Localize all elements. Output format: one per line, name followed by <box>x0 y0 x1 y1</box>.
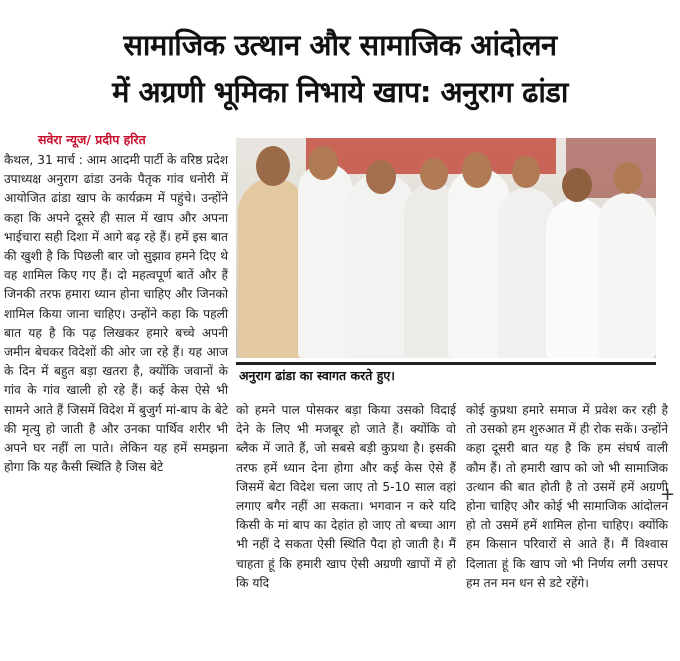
headline-line-1: सामाजिक उत्थान और सामाजिक आंदोलन <box>123 28 557 62</box>
article-text-2: को हमने पाल पोसकर बड़ा किया उसको विदाई देने के लिए भी मजबूर हो जाते हैं। क्योंकि वो ब्लैक में जाते हैं, जो सबसे बड़ी कुप्रथा है। इसकी तरफ हमें ध्यान देना होगा और कई केस ऐसे हैं जिसमें बेटा विदेश चला जाए तो 5-10 साल वहां लगाए बगैर नहीं आ सकता। भगवान न करे यदि किसी के मां बाप का देहांत हो जाए तो बच्चा आग भी नहीं दे सकता ऐसी स्थिति पैदा हो जाती है। मैं चाहता हूं कि हमारी खाप ऐसी अग्रणी खापों में हो कि यदि <box>236 403 456 590</box>
headline-line-2: में अग्रणी भूमिका निभाये खाप: अनुराग ढांडा <box>112 75 568 109</box>
photo-caption: अनुराग ढांडा का स्वागत करते हुए। <box>237 367 399 384</box>
photo-person <box>598 193 656 358</box>
photo-person-head <box>462 152 492 188</box>
article-column-2 <box>236 401 456 593</box>
photo-person-head <box>420 158 448 190</box>
photo-person <box>298 163 353 358</box>
photo-person-head <box>256 146 290 186</box>
photo-person-head <box>366 160 396 194</box>
news-photo <box>236 138 656 358</box>
byline: सवेरा न्यूज/ प्रदीप हरित <box>38 132 146 147</box>
photo-person-head <box>308 146 338 180</box>
article-column-1 <box>4 151 228 477</box>
photo-person-head <box>512 156 540 188</box>
photo-person-head <box>562 168 592 202</box>
headline <box>8 22 672 116</box>
article-text-1: कैथल, 31 मार्च : आम आदमी पार्टी के वरिष्ठ प्रदेश उपाध्यक्ष अनुराग ढांडा उनके पैतृक गांव धनोरी में आयोजित ढांडा खाप के कार्यक्रम में पहुंचे। उन्होंने कहा कि अपने दूसरे ही साल में खाप और अपना भाईचारा सही दिशा में आगे बढ़ रहे हैं। हमें इस बात की खुशी है कि पिछली बार जो सुझाव हमने दिए थे वह शामिल किए गए हैं। दो महत्वपूर्ण बातें और हैं जिनकी तरफ हमारा ध्यान होना चाहिए और जिनको शामिल किया जाना चाहिए। उन्होंने कहा कि पहली बात यह है कि पढ़ लिखकर हमारे बच्चे अपनी जमीन बेचकर विदेशों की ओर जा रहे हैं। यह आज के दिन में बहुत बड़ा खतरा है, क्योंकि जवानों के गांव के गांव खाली हो रहे हैं। कई केस ऐसे भी सामने आते हैं जिसमें विदेश में बुजुर्ग मां-बाप के बेटे की मृत्यु हो जाती है और उनका पार्थिव शरीर भी अपने घर नहीं ला पाते। लेकिन यह हमें समझना होगा कि यह कैसी स्थिति है जिस बेटे <box>4 153 228 475</box>
photo-person-head <box>614 162 642 194</box>
article-column-3 <box>466 401 668 593</box>
article-text-3: कोई कुप्रथा हमारे समाज में प्रवेश कर रही है तो उसको हम शुरुआत में ही रोक सकें। उन्होंने कहा दूसरी बात यह है कि हम संघर्ष वाली कौम हैं। तो हमारी खाप को जो भी सामाजिक उत्थान की बात होती है तो उसमें हमें अग्रणी होना चाहिए और कोई भी सामाजिक आंदोलन हो तो उसमें हमें शामिल होना चाहिए। क्योंकि हम किसान परिवारों से आते हैं। मैं विश्वास दिलाता हूं कि खाप जो भी निर्णय लगी उसपर हम तन मन धन से डटे रहेंगे। <box>466 403 668 590</box>
crosshair-marker: + <box>660 484 676 505</box>
